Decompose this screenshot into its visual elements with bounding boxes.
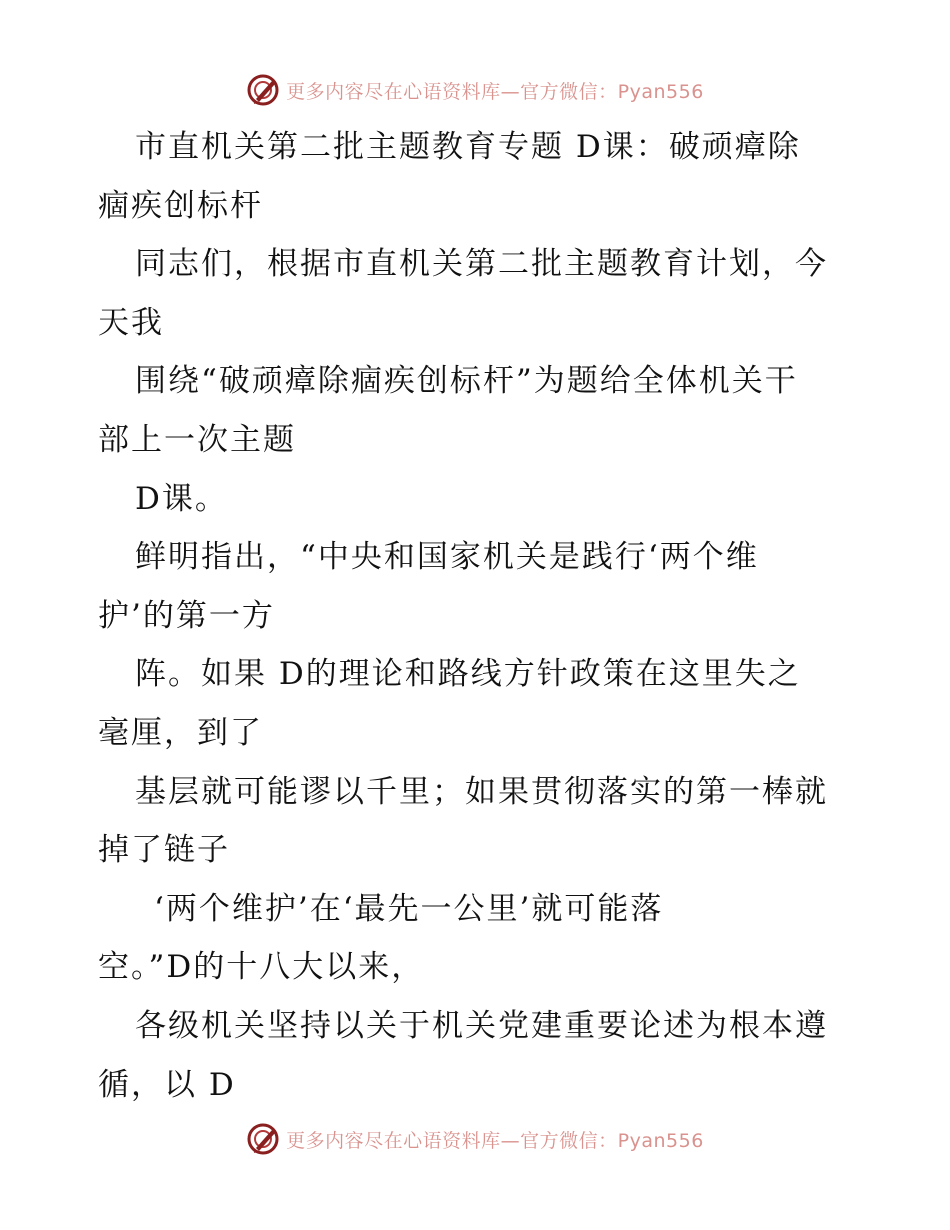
pen-circle-logo-icon [246,73,280,107]
text-line: ‘两个维护’在‘最先一公里’就可能落 [154,890,664,927]
text-line: D课。 [135,480,228,517]
text-line: 阵。如果 D的理论和路线方针政策在这里失之 [135,656,801,693]
watermark-text: 更多内容尽在心语资料库—官方微信：Pyan556 [286,1129,704,1152]
text-line: 部上一次主题 [98,421,296,458]
watermark-text: 更多内容尽在心语资料库—官方微信：Pyan556 [286,80,704,103]
text-line: 鲜明指出，“中央和国家机关是践行‘两个维 [135,539,759,576]
text-line: 基层就可能谬以千里；如果贯彻落实的第一棒就 [135,773,828,810]
text-line: 围绕“破顽瘴除痼疾创标杆”为题给全体机关干 [135,363,798,400]
text-line: 同志们，根据市直机关第二批主题教育计划，今 [135,246,828,283]
text-line: 各级机关坚持以关于机关党建重要论述为根本遵 [135,1007,828,1044]
pen-circle-logo-icon [246,1122,280,1156]
header-watermark [0,68,950,112]
text-line: 循，以 D [98,1066,236,1103]
text-line: 空。”D的十八大以来， [98,949,425,986]
text-line: 掉了链子 [98,832,230,869]
text-line: 天我 [98,304,164,341]
text-line: 市直机关第二批主题教育专题 D课：破顽瘴除 [135,129,801,165]
text-line: 毫厘，到了 [98,714,263,751]
text-line: 痼疾创标杆 [98,187,263,224]
footer-watermark [0,1117,950,1161]
text-line: 护’的第一方 [98,597,275,634]
document-body [98,118,868,1114]
